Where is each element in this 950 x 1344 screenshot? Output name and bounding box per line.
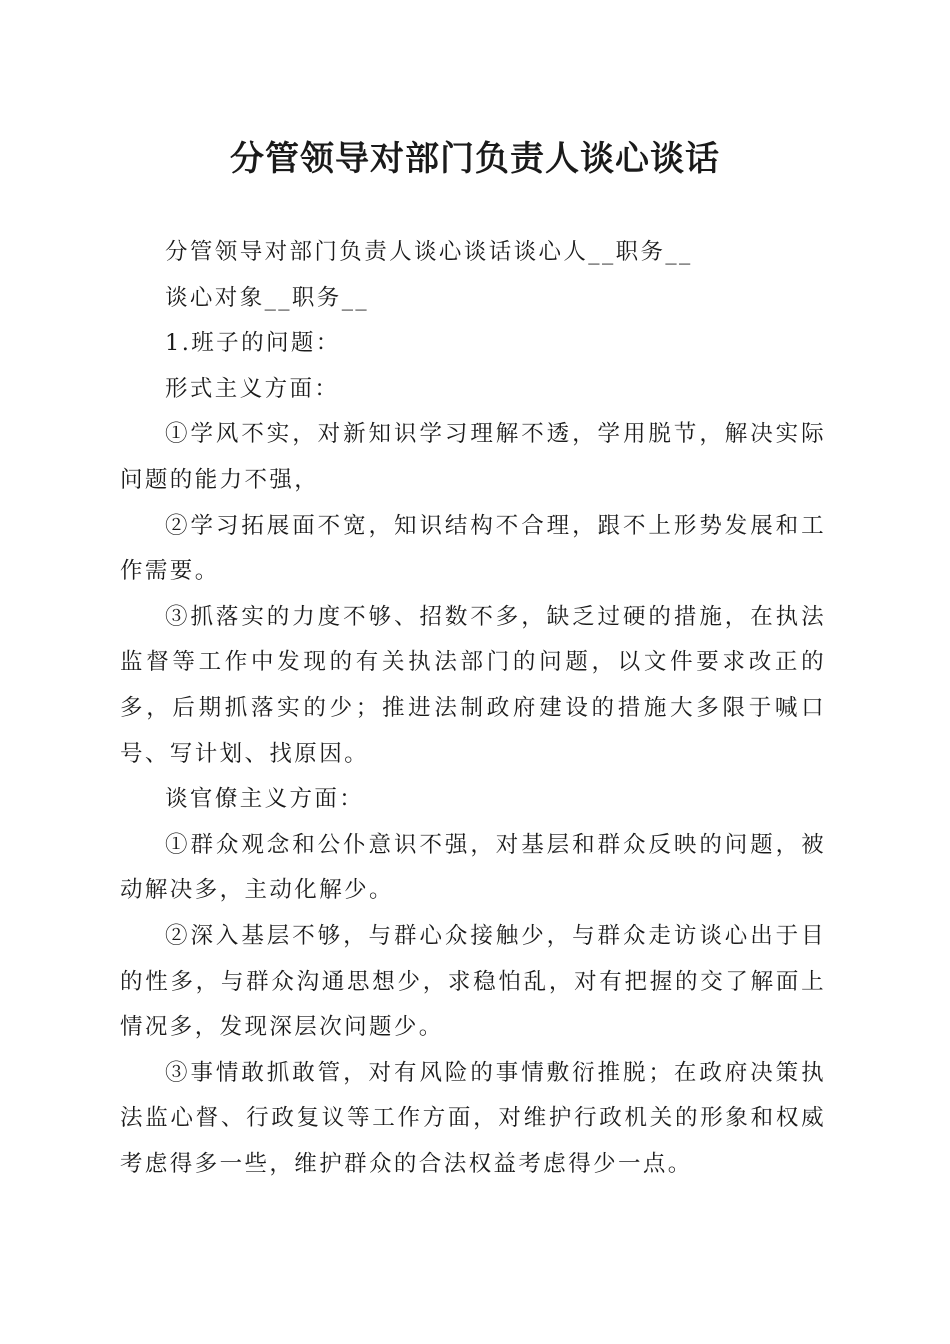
- paragraph: 形式主义方面：: [165, 375, 340, 402]
- paragraph: ①学风不实，对新知识学习理解不透，学用脱节，解决实际问题的能力不强，: [120, 421, 826, 493]
- paragraph: 谈官僚主义方面：: [165, 786, 365, 813]
- paragraph: ②深入基层不够，与群心众接触少，与群众走访谈心出于目的性多，与群众沟通思想少，求稳怕乱，对有把握的交了解面上情况多，发现深层次问题少。: [120, 922, 826, 1041]
- paragraph: 分管领导对部门负责人谈心谈话谈心人__职务__: [165, 239, 693, 265]
- paragraph: ③事情敢抓敢管，对有风险的事情敷衍推脱；在政府决策执法监心督、行政复议等工作方面，对维护行政机关的形象和权威考虑得多一些，维护群众的合法权益考虑得少一点。: [120, 1059, 826, 1177]
- paragraph: 谈心对象__职务__: [165, 284, 370, 311]
- paragraph: ③抓落实的力度不够、招数不多，缺乏过硬的措施，在执法监督等工作中发现的有关执法部门的问题，以文件要求改正的多，后期抓落实的少；推进法制政府建设的措施大多限于喊口号、写计划、找原因。: [120, 603, 826, 767]
- document-title: 分管领导对部门负责人谈心谈话: [230, 139, 720, 179]
- paragraph: ①群众观念和公仆意识不强，对基层和群众反映的问题，被动解决多，主动化解少。: [120, 831, 826, 904]
- document-body: [120, 230, 826, 1187]
- paragraph: 1.班子的问题：: [165, 330, 341, 357]
- paragraph: ②学习拓展面不宽，知识结构不合理，跟不上形势发展和工作需要。: [120, 512, 826, 585]
